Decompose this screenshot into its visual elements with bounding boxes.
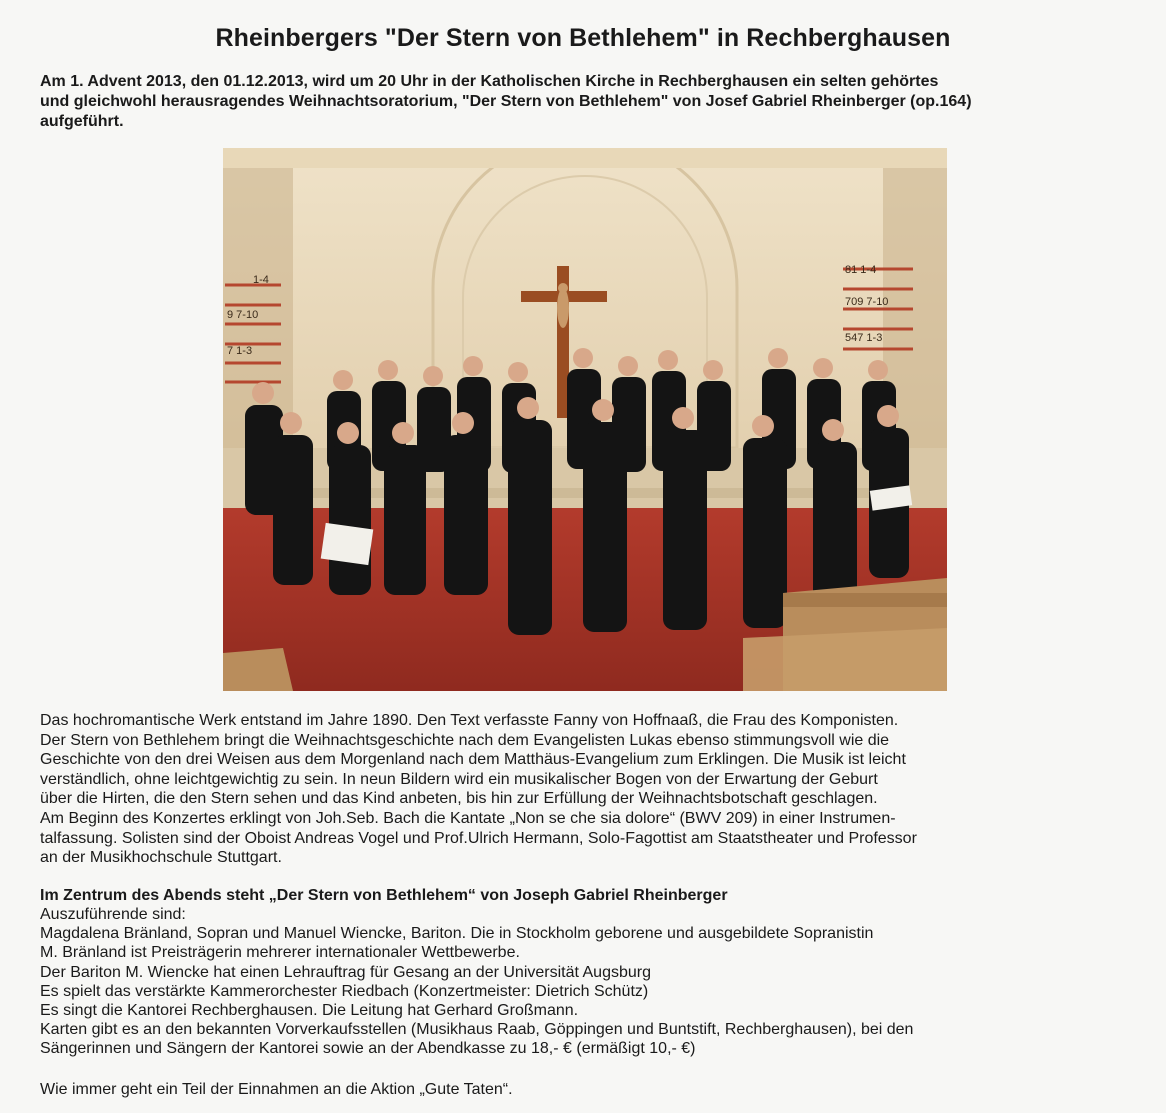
closing-line: Wie immer geht ein Teil der Einnahmen an die Aktion „Gute Taten“.: [40, 1081, 513, 1098]
detail-line: Magdalena Bränland, Sopran und Manuel Wiencke, Bariton. Die in Stockholm geborene und ausgebildete Sopranistin: [40, 925, 874, 943]
body-line: Das hochromantische Werk entstand im Jahre 1890. Den Text verfasste Fanny von Hoffnaaß, die Frau des Komponisten.: [40, 712, 899, 729]
detail-line: M. Bränland ist Preisträgerin mehrerer internationaler Wettbewerbe.: [40, 944, 520, 962]
article-title: Rheinbergers "Der Stern von Bethlehem" in Rechberghausen: [215, 24, 951, 52]
body-line: über die Hirten, die den Stern sehen und das Kind anbeten, bis hin zur Erfüllung der Weihnachtsbotschaft geschlagen.: [40, 790, 878, 808]
body-line: verständlich, ohne leichtgewichtig zu sein. In neun Bildern wird ein musikalischer Bogen von der Erwartung der Geburt: [40, 770, 878, 788]
lead-line: Am 1. Advent 2013, den 01.12.2013, wird um 20 Uhr in der Katholischen Kirche in Rechberghausen ein selten gehörtes: [40, 73, 939, 90]
lead-line: und gleichwohl herausragendes Weihnachtsoratorium, "Der Stern von Bethlehem" von Josef Gabriel Rheinberger (op.164): [40, 93, 972, 110]
body-line: an der Musikhochschule Stuttgart.: [40, 849, 282, 867]
detail-line: Sängerinnen und Sängern der Kantorei sowie an der Abendkasse zu 18,- € (ermäßigt 10,- €): [40, 1040, 696, 1058]
detail-line: Auszuführende sind:: [40, 906, 186, 923]
body-paragraph: [40, 711, 1125, 868]
detail-line: Es singt die Kantorei Rechberghausen. Die Leitung hat Gerhard Großmann.: [40, 1002, 579, 1020]
detail-line: Der Bariton M. Wiencke hat einen Lehrauftrag für Gesang an der Universität Augsburg: [40, 963, 651, 981]
hymn-number: 9 7-10: [227, 309, 259, 321]
section-heading: Im Zentrum des Abends steht „Der Stern von Bethlehem“ von Joseph Gabriel Rheinberger: [40, 887, 728, 904]
hymn-number: 547 1-3: [845, 332, 883, 344]
detail-line: Karten gibt es an den bekannten Vorverkaufsstellen (Musikhaus Raab, Göppingen und Buntstift, Rechberghausen), bei den: [40, 1021, 914, 1039]
body-line: Der Stern von Bethlehem bringt die Weihnachtsgeschichte nach dem Evangelisten Lukas ebenso stimmungsvoll wie die: [40, 731, 890, 749]
detail-line: Es spielt das verstärkte Kammerorchester Riedbach (Konzertmeister: Dietrich Schütz): [40, 982, 649, 1000]
lead-line: aufgeführt.: [40, 113, 124, 130]
lead-paragraph: [40, 72, 1125, 132]
hymn-number: 709 7-10: [845, 296, 889, 308]
choir-photo: [223, 148, 947, 691]
body-line: Am Beginn des Konzertes erklingt von Joh.Seb. Bach die Kantate „Non se che sia dolore“ (BWV 209) in einer Instrumen-: [40, 809, 896, 827]
performer-details: [40, 905, 1125, 1059]
body-line: Geschichte von den drei Weisen aus dem Morgenland nach dem Matthäus-Evangelium zum Erklingen. Die Musik ist leicht: [40, 751, 906, 769]
body-line: talfassung. Solisten sind der Oboist Andreas Vogel und Prof.Ulrich Hermann, Solo-Fagottist am Staatstheater und Professor: [40, 829, 917, 847]
hymn-number: 81 1-4: [845, 264, 877, 276]
hymn-number: 7 1-3: [227, 345, 253, 357]
hymn-number: 1-4: [253, 274, 269, 286]
choir-photo-illustration: [223, 148, 947, 691]
